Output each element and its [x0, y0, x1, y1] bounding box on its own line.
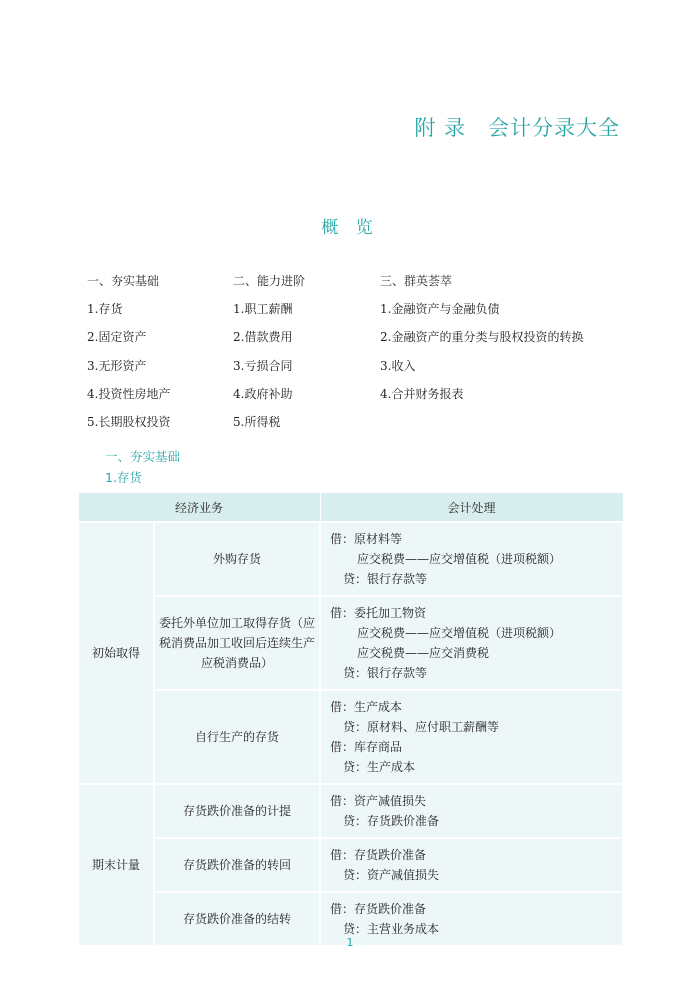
column-header-treatment: 会计处理 — [320, 493, 623, 523]
table-row — [78, 690, 623, 784]
table-row — [78, 784, 623, 838]
entry-line: 贷：资产减值损失 — [343, 868, 440, 882]
business-cell: 外购存货 — [154, 522, 320, 596]
entry-line: 贷：存货跌价准备 — [343, 814, 440, 828]
column-heading: 二、能力进阶 — [233, 274, 306, 288]
business-cell: 存货跌价准备的结转 — [154, 892, 320, 946]
toc-item[interactable]: 1.金融资产与金融负债 — [380, 302, 500, 316]
toc-item[interactable]: 3.收入 — [380, 358, 416, 373]
business-cell: 存货跌价准备的转回 — [154, 838, 320, 892]
toc-item[interactable]: 5.长期股权投资 — [87, 415, 171, 430]
entry-cell — [320, 596, 623, 690]
entry-line: 借：存货跌价准备 — [330, 902, 427, 916]
business-cell: 自行生产的存货 — [154, 690, 320, 784]
table-row — [78, 596, 623, 690]
page-number: 1 — [346, 936, 354, 949]
overview-column-basics — [87, 274, 170, 443]
category-cell: 初始取得 — [78, 522, 154, 784]
overview-column-advanced — [233, 274, 305, 443]
appendix-title — [414, 112, 620, 142]
toc-item[interactable]: 3.无形资产 — [87, 358, 147, 373]
toc-item[interactable]: 1.存货 — [87, 302, 123, 316]
table-header-row — [78, 493, 623, 523]
toc-item[interactable]: 5.所得税 — [233, 415, 281, 430]
entry-line: 贷：主营业务成本 — [343, 922, 440, 936]
category-cell: 期末计量 — [78, 784, 154, 946]
toc-item[interactable]: 1.职工薪酬 — [233, 302, 293, 316]
entry-line: 借：生产成本 — [330, 700, 403, 714]
entry-line: 借：原材料等 — [330, 532, 403, 546]
inventory-entries-table — [77, 492, 624, 947]
column-heading: 一、夯实基础 — [87, 274, 160, 288]
entry-line: 应交税费——应交增值税（进项税额） — [357, 552, 562, 566]
entry-cell — [320, 522, 623, 596]
toc-item[interactable]: 4.投资性房地产 — [87, 386, 171, 401]
toc-item[interactable]: 2.借款费用 — [233, 330, 293, 345]
entry-line: 借：资产减值损失 — [330, 794, 427, 808]
business-cell: 委托外单位加工取得存货（应税消费品加工收回后连续生产应税消费品） — [154, 596, 320, 690]
entry-line: 贷：银行存款等 — [343, 572, 428, 586]
toc-item[interactable]: 4.合并财务报表 — [380, 386, 464, 401]
business-cell: 存货跌价准备的计提 — [154, 784, 320, 838]
column-header-business: 经济业务 — [78, 493, 320, 523]
toc-item[interactable]: 4.政府补助 — [233, 386, 293, 401]
overview-title: 概 览 — [321, 218, 379, 238]
entry-line: 借：委托加工物资 — [330, 606, 427, 620]
appendix-label: 附 录 — [414, 116, 466, 140]
entry-line: 贷：原材料、应付职工薪酬等 — [343, 720, 500, 734]
column-heading: 三、群英荟萃 — [380, 274, 453, 288]
entry-cell — [320, 784, 623, 838]
entry-line: 贷：生产成本 — [343, 760, 416, 774]
entry-line: 应交税费——应交消费税 — [357, 646, 490, 660]
section-heading: 一、夯实基础 — [105, 449, 181, 464]
toc-item[interactable]: 2.固定资产 — [87, 330, 147, 345]
entry-cell — [320, 838, 623, 892]
appendix-title-text: 会计分录大全 — [488, 116, 620, 140]
toc-item[interactable]: 2.金融资产的重分类与股权投资的转换 — [380, 330, 584, 345]
table-row — [78, 838, 623, 892]
toc-item[interactable]: 3.亏损合同 — [233, 358, 293, 373]
overview-columns — [87, 274, 647, 434]
overview-column-expert — [380, 274, 583, 415]
entry-line: 贷：银行存款等 — [343, 666, 428, 680]
entry-line: 借：库存商品 — [330, 740, 403, 754]
entry-line: 借：存货跌价准备 — [330, 848, 427, 862]
subsection-heading: 1.存货 — [105, 470, 142, 485]
entry-line: 应交税费——应交增值税（进项税额） — [357, 626, 562, 640]
entry-cell — [320, 690, 623, 784]
table-row — [78, 522, 623, 596]
